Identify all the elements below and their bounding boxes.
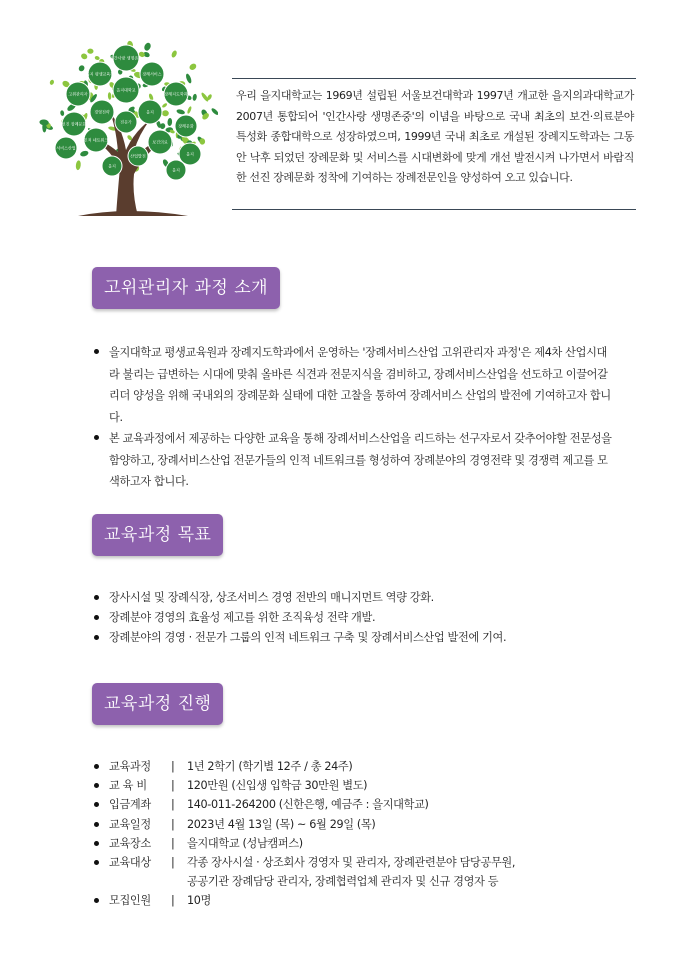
leaf-shape (75, 160, 81, 170)
progress-label: 교육장소 (109, 836, 151, 850)
overview-list (92, 342, 612, 493)
leaf-shape (78, 64, 86, 72)
leaf-shape (192, 94, 197, 102)
tree-bubble-label: 을지 (146, 109, 154, 115)
leaf-shape (187, 106, 193, 114)
tree-bubble-label: 인간사랑 생명존중 (109, 55, 143, 61)
leaf-shape (167, 118, 172, 126)
progress-label: 교육대상 (109, 856, 151, 870)
progress-item (92, 834, 612, 853)
list-item: 본 교육과정에서 제공하는 다양한 교육을 통해 장례서비스산업을 리드하는 선구자로서 갖추어야할 전문성을 함양하고, 장례서비스산업 전문가들의 인적 네트워크를 형성하여 장례분야의 경영전략 및 경쟁력 제고를 모색하고자 합니다. (92, 428, 612, 493)
tree-illustration (38, 28, 218, 220)
tree-bubble (102, 156, 122, 176)
progress-item (92, 891, 612, 910)
separator: | (171, 856, 175, 870)
progress-item (92, 815, 612, 834)
progress-value: 2023년 4월 13일 (목) ~ 6월 29일 (목) (187, 817, 376, 831)
tree-bubble-label: 장례문화 (178, 123, 194, 129)
list-item: 장사시설 및 장례식장, 상조서비스 경영 전반의 매니지먼트 역량 강화. (92, 588, 612, 608)
progress-value: 10명 (187, 894, 211, 908)
progress-value: 각종 장사시설 · 상조회사 경영자 및 관리자, 장례관련분야 담당공무원, 공공기관 장례담당 관리자, 장례협력업체 관리자 및 신규 경영자 등 (187, 856, 516, 889)
tree-bubble-label: 을지 평생교육원 (85, 71, 115, 77)
tree-bubble (138, 100, 162, 124)
progress-value: 120만원 (신입생 입학금 30만원 별도) (187, 779, 368, 793)
progress-value: 140-011-264200 (신한은행, 예금주 : 을지대학교) (187, 798, 429, 812)
tree-bubble-label: 장례지도학과 (164, 91, 188, 97)
progress-value: 을지대학교 (성남캠퍼스) (187, 836, 303, 850)
tree-bubble (164, 82, 188, 106)
tree-bubble-label: 을지 (186, 151, 194, 157)
section-title-overview: 고위관리자 과정 소개 (92, 267, 280, 309)
leaf-shape (210, 107, 218, 116)
progress-label: 입금계좌 (109, 798, 151, 812)
list-item: 장례분야 경영의 효율성 제고를 위한 조직육성 전략 개발. (92, 608, 612, 628)
tree-bubble-label: 장례서비스 (142, 71, 162, 77)
tree-bubble-label: 서비스산업 (56, 145, 76, 151)
separator: | (171, 817, 175, 831)
progress-item (92, 757, 612, 776)
tree-bubble (62, 112, 87, 136)
leaf-shape (80, 52, 88, 60)
progress-list (92, 757, 612, 911)
progress-item (92, 776, 612, 795)
list-item: 장례분야의 경영 · 전문가 그룹의 인적 네트워크 구축 및 장례서비스산업 발전에 기여. (92, 628, 612, 648)
tree-bubble-label: 고위관리자 (68, 91, 88, 97)
tree-bubble-label: 전문가 (120, 119, 132, 125)
progress-value: 1년 2학기 (학기별 12주 / 총 24주) (187, 760, 353, 773)
tree-bubble (115, 111, 137, 133)
leaf-shape (80, 150, 90, 157)
tree-bubble (175, 115, 197, 137)
leaf-shape (185, 73, 193, 84)
leaf-shape (60, 110, 65, 116)
tree-bubble (90, 100, 114, 124)
intro-paragraph: 우리 을지대학교는 1969년 설립된 서울보건대학과 1997년 개교한 을지의과대학교가 2007년 통합되어 '인간사랑 생명존중'의 이념을 바탕으로 국내 최초의 보건·의료분야 특성화 종합대학으로 성장하였으며, 1999년 국내 최초로 개설된 장례지도학과는 그동안 낙후 되었던 장례문화 및 서비스를 시대변화에 맞게 개선 발전시켜 나가면서 바람직한 선진 장례문화 정착에 기여하는 장례전문인을 양성하여 오고 있습니다. (236, 89, 634, 184)
leaf-shape (87, 48, 94, 54)
tree-bubble (110, 45, 142, 71)
tree-bubble-label: 선진 장례문화 (61, 121, 87, 127)
tree-bubble-label: 인적 네트워크 (83, 137, 109, 143)
tree-bubble-label: 경영전략 (94, 109, 110, 115)
separator: | (171, 779, 175, 793)
progress-item (92, 795, 612, 814)
progress-item (92, 853, 612, 891)
leaf-shape (49, 79, 55, 85)
intro-box (232, 78, 636, 210)
leaf-shape (176, 108, 185, 115)
leaf-shape (108, 92, 112, 100)
list-item: 을지대학교 평생교육원과 장례지도학과에서 운영하는 '장례서비스산업 고위관리자 과정'은 제4차 산업시대라 불리는 급변하는 시대에 맞춰 올바른 식견과 전문지식을 겸비하고, 장례서비스산업을 선도하고 이끌어갈 리더 양성을 위해 국내외의 장례문화 실태에 대한 고찰을 통하여 장례서비스 산업의 발전에 기여하고자 합니다. (92, 342, 612, 428)
progress-label: 모집인원 (109, 894, 151, 908)
tree-bubble-label: 을지대학교 (116, 87, 136, 93)
tree-bubble-label: 을지 (108, 163, 116, 169)
tree-bubble-label: 을지 (172, 167, 180, 173)
leaf-shape (162, 110, 169, 116)
progress-label: 교육과정 (109, 760, 151, 773)
separator: | (171, 836, 175, 850)
tree-bubble (84, 128, 109, 152)
tree-bubble (113, 77, 139, 103)
separator: | (171, 894, 175, 908)
leaf-shape (161, 102, 167, 108)
tree-bubble-label: 산업발전 (130, 153, 146, 159)
tree-bubble (128, 146, 148, 166)
leaf-shape (188, 62, 197, 71)
tree-bubble-label: 보건의료 (152, 139, 168, 145)
leaf-shape (94, 55, 100, 60)
tree-ground (78, 211, 188, 216)
progress-label: 교육일정 (109, 817, 151, 831)
section-title-goals: 교육과정 목표 (92, 514, 223, 556)
progress-label: 교 육 비 (109, 779, 147, 793)
tree-bubble (140, 62, 164, 86)
separator: | (171, 760, 175, 773)
separator: | (171, 798, 175, 812)
leaf-shape (171, 50, 178, 59)
leaf-shape (143, 42, 152, 52)
tree-bubble (166, 160, 186, 180)
goals-list (92, 588, 612, 648)
tree-bubble (55, 137, 77, 159)
tree-bubble (148, 130, 172, 154)
section-title-progress: 교육과정 진행 (92, 683, 223, 725)
tree-bubble (66, 82, 90, 106)
